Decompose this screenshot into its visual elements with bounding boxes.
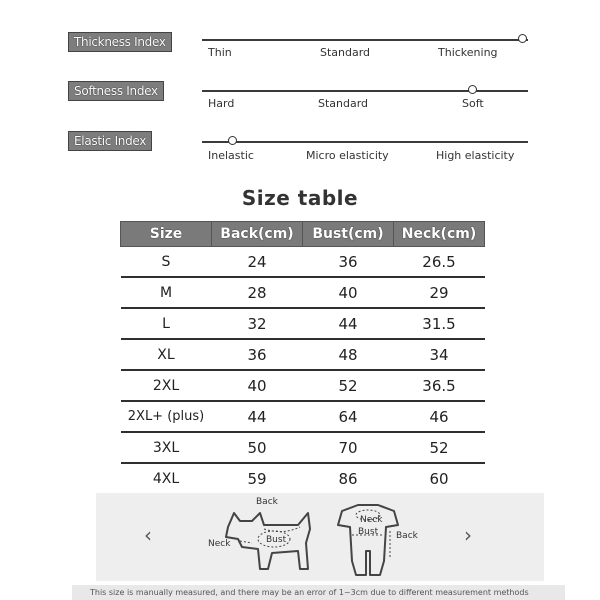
cell-back: 59 bbox=[247, 469, 267, 488]
cell-back: 24 bbox=[212, 247, 303, 278]
thickness-index-scale bbox=[202, 39, 528, 41]
cell-back: 40 bbox=[212, 370, 303, 401]
header-neck: Neck(cm) bbox=[394, 222, 485, 247]
header-size: Size bbox=[121, 222, 212, 247]
cell-bust: 52 bbox=[303, 370, 394, 401]
cell-back: 36 bbox=[212, 339, 303, 370]
table-row bbox=[121, 339, 485, 370]
softness-index-label: Softness Index bbox=[68, 81, 164, 101]
elastic-index-label: Elastic Index bbox=[68, 131, 152, 151]
softness-option-soft: Soft bbox=[462, 97, 484, 110]
chevron-right-icon[interactable]: › bbox=[464, 523, 472, 547]
cell-bust: 48 bbox=[303, 339, 394, 370]
cell-size: 2XL+ (plus) bbox=[121, 401, 212, 432]
cell-neck: 26.5 bbox=[394, 247, 485, 278]
cell-bust: 64 bbox=[303, 401, 394, 432]
softness-index-scale bbox=[202, 90, 528, 92]
softness-index-marker bbox=[468, 85, 477, 94]
garment-back-label: Back bbox=[396, 531, 418, 541]
elastic-option-high: High elasticity bbox=[436, 149, 515, 162]
dog-neck-label: Neck bbox=[208, 539, 231, 549]
cell-size: L bbox=[121, 308, 212, 339]
softness-option-standard: Standard bbox=[318, 97, 369, 110]
size-table-title: Size table bbox=[241, 186, 359, 210]
cell-back: 28 bbox=[212, 277, 303, 308]
table-row bbox=[121, 432, 485, 463]
table-row bbox=[121, 247, 485, 278]
header-bust: Bust(cm) bbox=[303, 222, 394, 247]
header-back: Back(cm) bbox=[212, 222, 303, 247]
thickness-index-marker bbox=[518, 34, 527, 43]
elastic-option-micro: Micro elasticity bbox=[306, 149, 389, 162]
table-row bbox=[121, 277, 485, 308]
cell-neck: 60 bbox=[429, 469, 449, 488]
garment-neck-label: Neck bbox=[360, 515, 383, 525]
cell-bust: 36 bbox=[303, 247, 394, 278]
cell-back: 44 bbox=[212, 401, 303, 432]
cell-size: 3XL bbox=[121, 432, 212, 463]
elastic-index-marker bbox=[228, 136, 237, 145]
cell-size: M bbox=[121, 277, 212, 308]
cell-neck: 46 bbox=[394, 401, 485, 432]
cell-neck: 52 bbox=[394, 432, 485, 463]
cell-bust: 86 bbox=[338, 469, 358, 488]
size-table bbox=[120, 221, 485, 493]
elastic-option-inelastic: Inelastic bbox=[208, 149, 254, 162]
garment-bust-label: Bust bbox=[358, 527, 379, 537]
cell-bust: 70 bbox=[303, 432, 394, 463]
softness-option-hard: Hard bbox=[208, 97, 235, 110]
table-row bbox=[121, 370, 485, 401]
measurement-guide bbox=[96, 493, 544, 581]
thickness-option-standard: Standard bbox=[320, 46, 371, 59]
dog-back-label: Back bbox=[256, 497, 278, 507]
cell-neck: 34 bbox=[394, 339, 485, 370]
cell-size: 2XL bbox=[121, 370, 212, 401]
table-row bbox=[121, 463, 485, 493]
thickness-option-thickening: Thickening bbox=[438, 46, 498, 59]
cell-neck: 31.5 bbox=[394, 308, 485, 339]
size-table-header bbox=[121, 222, 485, 247]
cell-neck: 29 bbox=[394, 277, 485, 308]
cell-neck: 36.5 bbox=[394, 370, 485, 401]
cell-size: S bbox=[121, 247, 212, 278]
cell-size: XL bbox=[121, 339, 212, 370]
table-row bbox=[121, 401, 485, 432]
cell-size: 4XL bbox=[152, 470, 180, 487]
table-row bbox=[121, 308, 485, 339]
cell-bust: 40 bbox=[303, 277, 394, 308]
chevron-left-icon[interactable]: ‹ bbox=[144, 523, 152, 547]
cell-bust: 44 bbox=[303, 308, 394, 339]
cell-back: 32 bbox=[212, 308, 303, 339]
dog-bust-label: Bust bbox=[266, 535, 287, 545]
elastic-index-scale bbox=[202, 141, 528, 143]
cell-back: 50 bbox=[212, 432, 303, 463]
thickness-index-label: Thickness Index bbox=[68, 32, 172, 52]
thickness-option-thin: Thin bbox=[208, 46, 232, 59]
measurement-footnote: This size is manually measured, and there may be an error of 1~3cm due to different measurement methods bbox=[72, 585, 565, 600]
